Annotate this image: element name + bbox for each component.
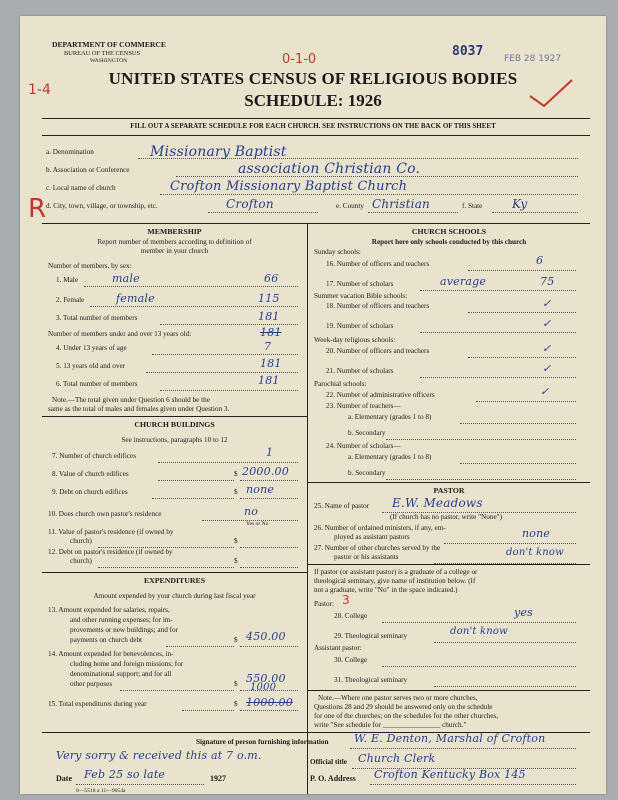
local-name-value: Crofton Missionary Baptist Church [170,179,408,194]
buildings-subtitle: See instructions, paragraphs 10 to 12 [121,436,228,444]
q12-label-1: 12. Debt on pastor's residence (if owned by [48,548,173,556]
pastor-title: PASTOR [433,486,465,495]
state-value: Ky [512,197,528,211]
membership-intro-1: Report number of members according to definition of [97,238,252,246]
bureau-label: BUREAU OF THE CENSUS [64,50,141,57]
q11-dollar: $ [234,537,238,545]
q16-label: 16. Number of officers and teachers [326,260,430,268]
pastor-note-1: Note.—Where one pastor serves two or more churches, [318,694,478,702]
members-by-sex-label: Number of members, by sex: [48,262,132,270]
official-title-label: Official title [310,758,347,766]
signature-value: W. E. Denton, Marshal of Crofton [354,732,546,745]
q10-label: 10. Does church own pastor's residence [48,510,162,518]
q24-label: 24. Number of scholars— [326,442,401,450]
q14-dollar: $ [234,680,238,688]
q25-value: E.W. Meadows [392,496,483,510]
q8-label: 8. Value of church edifices [52,470,129,478]
po-address-label: P. O. Address [310,774,356,783]
county-label: e. County [336,202,364,210]
parochial-schools-label: Parochial schools: [314,380,367,388]
q26-label-1: 26. Number of ordained ministers, if any, em- [314,524,446,532]
graduate-note-3: not a graduate, write "No" in the space indicated.) [314,586,458,594]
q12-dollar: $ [234,557,238,565]
city-town-label: d. City, town, village, or township, etc. [46,202,158,210]
pastor-sub-label: Pastor: [314,600,334,608]
q8-dollar: $ [234,470,238,478]
q21-label: 21. Number of scholars [326,367,394,375]
q12-label-2: church) [70,557,92,565]
census-schedule-page [20,16,606,794]
q13-label-2: and other running expenses; for im- [70,616,173,624]
q15-label: 15. Total expenditures during year [48,700,147,708]
membership-note-1: Note.—The total given under Question 6 should be the [52,396,210,404]
left-code-annotation: 1-4 [28,82,51,98]
q3-label: 3. Total number of members [56,314,138,322]
q29-value: don't know [450,626,508,637]
graduate-note-2: theological seminary, give name of institution below. (If [314,577,476,585]
q10-value: no [244,505,259,518]
schedule-title: SCHEDULE: 1926 [244,91,382,110]
pastor-note-3: for one of the churches; on the schedules for the other churches, [314,712,499,720]
under-over-label: Number of members under and over 13 years old: [48,330,192,338]
sunday-schools-label: Sunday schools: [314,248,361,256]
q27-label-1: 27. Number of other churches served by the [314,544,441,552]
q4-label: 4. Under 13 years of age [56,344,127,352]
q30-label: 30. College [334,656,368,664]
q25-label: 25. Name of pastor [314,502,370,510]
weekday-schools-label: Week-day religious schools: [314,336,396,344]
q11-label-2: church) [70,537,92,545]
graduate-note-1: If pastor (or assistant pastor) is a graduate of a college or [314,568,478,576]
q1-word: male [112,272,140,285]
q1-label: 1. Male [56,276,78,284]
q14-value: 550.00 [246,672,286,685]
q23a-label: a. Elementary (grades 1 to 8) [348,413,432,421]
local-name-label: c. Local name of church [46,184,116,192]
q8-value: 2000.00 [242,465,289,478]
denomination-label: a. Denomination [46,148,94,156]
buildings-title: CHURCH BUILDINGS [134,420,215,429]
yes-no-hint: Yes or No [246,521,269,527]
q13-label-4: payments on church debt [70,636,143,644]
q17-word: average [440,275,487,288]
membership-intro-2: member in your church [140,247,209,255]
q5-label: 5. 13 years old and over [56,362,126,370]
pastor-note-2: Questions 28 and 29 should be answered only on the schedule [314,703,493,711]
summer-schools-label: Summer vacation Bible schools: [314,292,408,300]
q6-value: 181 [258,374,280,387]
q9-value: none [246,483,275,496]
pastor-note-4: write "See schedule for ________________ church." [314,721,467,729]
date-label: Date [56,774,72,783]
handwritten-remark: Very sorry & received this at 7 o.m. [56,749,262,762]
top-code-annotation: 0-1-0 [282,52,317,67]
q25-note: (If church has no pastor, write "None") [390,513,502,521]
membership-title: MEMBERSHIP [147,227,202,236]
q9-dollar: $ [234,488,238,496]
po-address-value: Crofton Kentucky Box 145 [374,768,526,781]
q7-label: 7. Number of church edifices [52,452,137,460]
q26-value: none [522,527,551,540]
q13-dollar: $ [234,636,238,644]
q2-label: 2. Female [56,296,85,304]
pastor-mark-annotation: 3 [342,593,350,607]
q17-label: 17. Number of scholars [326,280,394,288]
association-value: association Christian Co. [238,161,421,177]
r-annotation: R [28,194,47,224]
q29-label: 29. Theological seminary [334,632,408,640]
q13-value: 450.00 [246,630,286,643]
q11-label-1: 11. Value of pastor's residence (if owned by [48,528,174,536]
q2-value: 115 [258,292,280,305]
assistant-pastor-label: Assistant pastor: [314,644,362,652]
date-year: 1927 [210,774,226,783]
q27-label-2: pastor or his assistants [334,553,399,561]
q24b-label: b. Secondary [348,469,386,477]
q13-label-3: provements or new buildings; and for [70,626,178,634]
q22-check: ✓ [540,385,550,398]
state-label: f. State [462,202,483,210]
official-title-value: Church Clerk [358,752,436,765]
q15-struck-value: 1000.00 [246,696,293,709]
association-label: b. Association or Conference [46,166,130,174]
membership-note-2: same as the total of males and females given under Question 3. [48,405,230,413]
q22-label: 22. Number of administrative officers [326,391,435,399]
received-date-stamp: FEB 28 1927 [504,54,562,64]
q26-label-2: ployed as assistant pastors [334,533,410,541]
city-town-value: Crofton [226,197,274,211]
signature-label: Signature of person furnishing information [196,738,329,746]
q19-label: 19. Number of scholars [326,322,394,330]
q3-value: 181 [258,310,280,323]
q28-label: 28. College [334,612,368,620]
q16-value: 6 [536,254,544,267]
form-code: 8—5518 a 11—9054a [76,788,126,794]
expenditures-subtitle: Amount expended by your church during last fiscal year [93,592,256,600]
q17-value: 75 [540,275,555,288]
q14-label-4: other purposes [70,680,113,688]
q27-value: don't know [506,547,564,558]
city-label: WASHINGTON [90,58,128,64]
q20-label: 20. Number of officers and teachers [326,347,430,355]
q15-dollar: $ [234,700,238,708]
denomination-value: Missionary Baptist [150,144,287,160]
under-over-value: 181 [260,326,282,339]
q4-value: 7 [264,340,272,353]
stamp-number: 8037 [452,44,484,59]
fill-instructions: FILL OUT A SEPARATE SCHEDULE FOR EACH CHURCH. SEE INSTRUCTIONS ON THE BACK OF THIS SHEET [130,122,496,130]
q14-label-3: denominational support; and for all [70,670,172,678]
expenditures-title: EXPENDITURES [143,576,206,585]
q13-label-1: 13. Amount expended for salaries, repairs, [48,606,170,614]
q5-value: 181 [260,357,282,370]
q14-label-1: 14. Amount expended for benevolences, in- [48,650,174,658]
q18-label: 18. Number of officers and teachers [326,302,430,310]
q15-value: 1000 [250,682,277,693]
q19-check: ✓ [542,317,552,330]
q24a-label: a. Elementary (grades 1 to 8) [348,453,432,461]
date-value: Feb 25 so late [84,768,166,781]
q14-label-2: cluding home and foreign missions; for [70,660,184,668]
q23b-label: b. Secondary [348,429,386,437]
church-schools-title: CHURCH SCHOOLS [411,227,487,236]
q7-value: 1 [266,446,274,459]
form-title: UNITED STATES CENSUS OF RELIGIOUS BODIES [108,69,518,88]
q18-check: ✓ [542,297,552,310]
q28-value: yes [514,606,533,619]
department-label: DEPARTMENT OF COMMERCE [52,40,166,49]
q31-label: 31. Theological seminary [334,676,408,684]
q2-word: female [116,292,155,305]
q21-check: ✓ [542,362,552,375]
q23-label: 23. Number of teachers— [326,402,401,410]
q6-label: 6. Total number of members [56,380,138,388]
q1-value: 66 [264,272,279,285]
church-schools-subtitle: Report here only schools conducted by this church [371,238,527,246]
q20-check: ✓ [542,342,552,355]
county-value: Christian [372,197,430,211]
q9-label: 9. Debt on church edifices [52,488,128,496]
